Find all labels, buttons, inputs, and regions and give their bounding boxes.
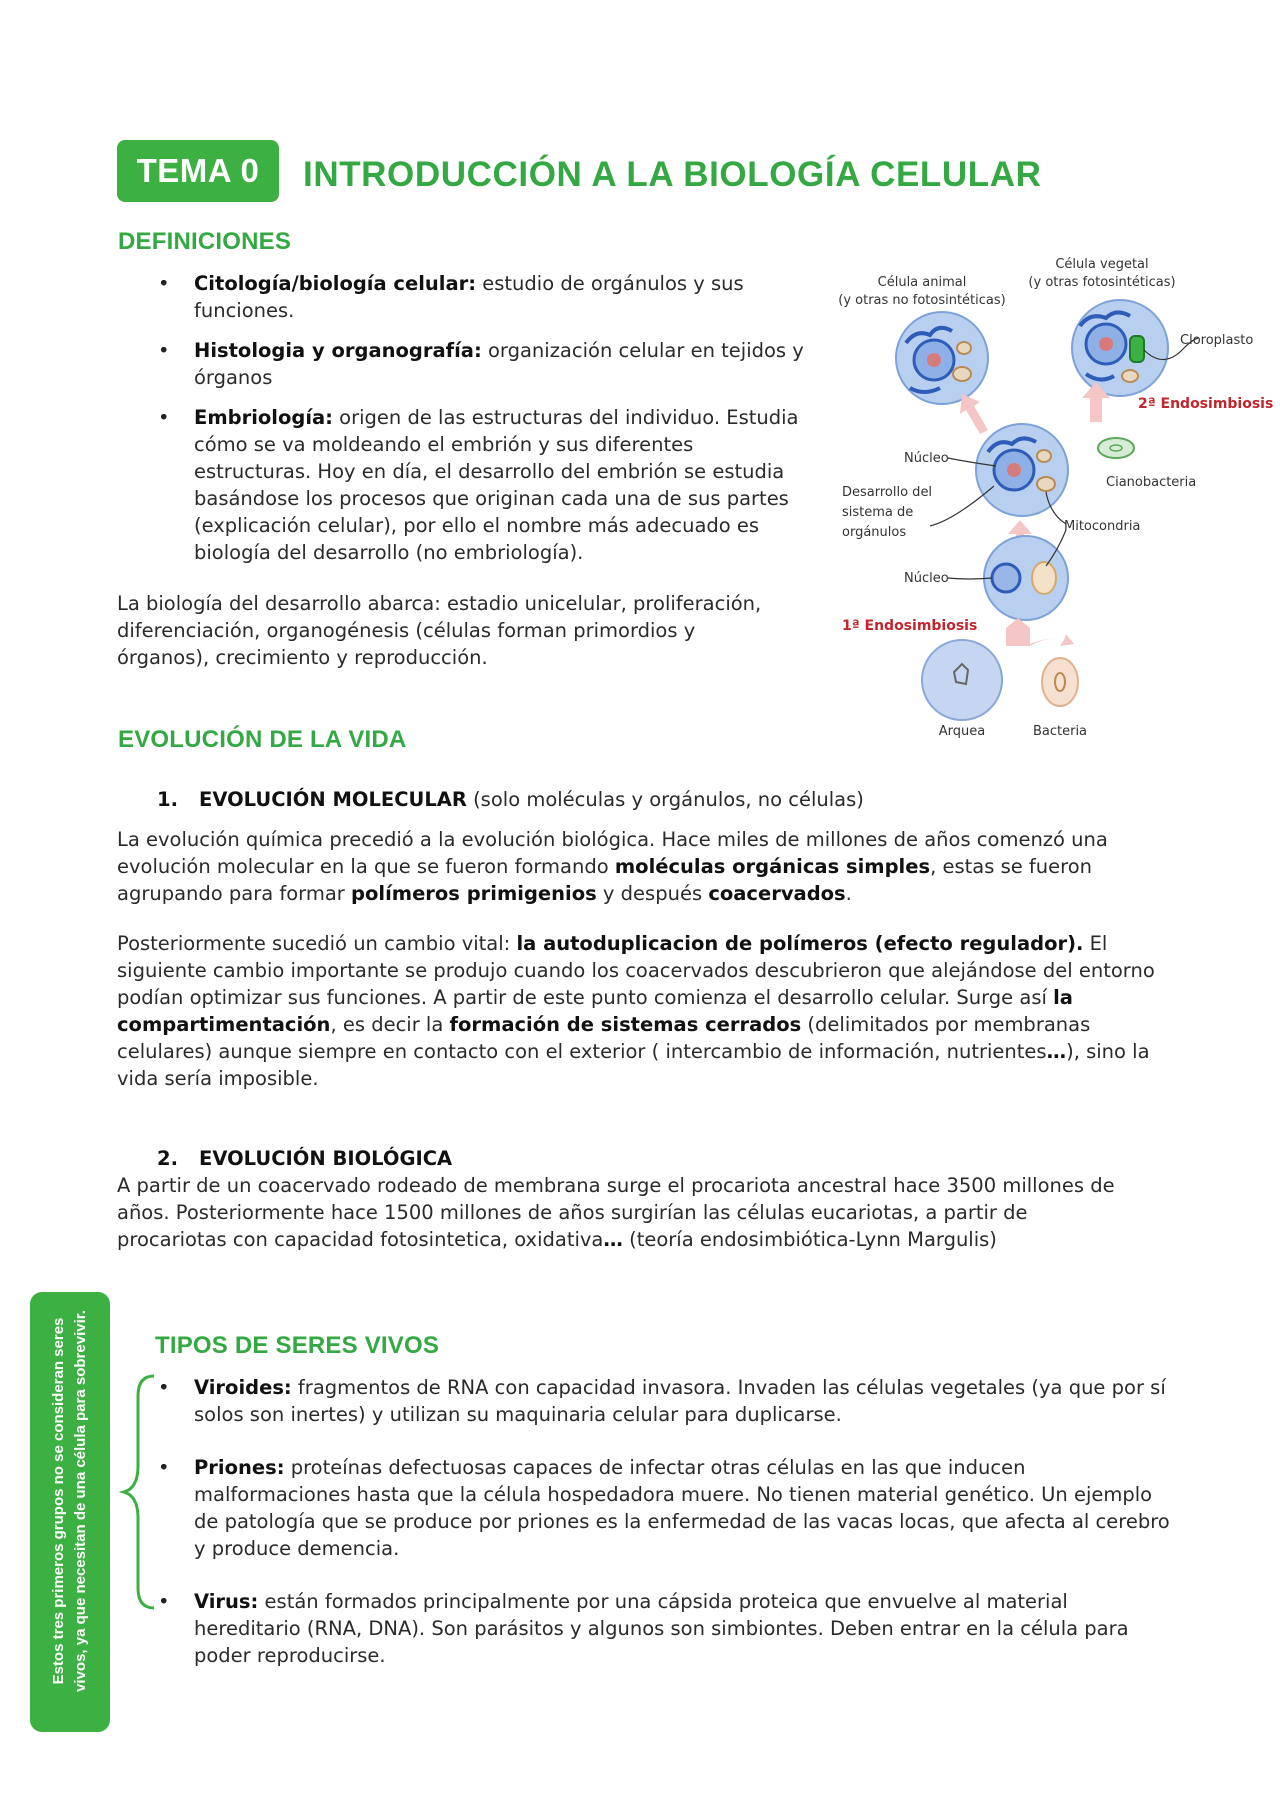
tipos-heading: TIPOS DE SERES VIVOS [155,1332,440,1359]
list-item: • Viroides: fragmentos de RNA con capacidad invasora. Invaden las células vegetales (ya que por sí solos son inertes) y utilizan su maquinaria celular para duplicarse. [152,1374,1172,1428]
label-nucleo-top: Núcleo [904,451,949,466]
list-item: • Priones: proteínas defectuosas capaces de infectar otras células en las que inducen malformaciones hasta que la célula hospedadora muere. No tienen material genético. Un ejemplo de patología que se produce por priones es la enfermedad de las vacas locas, que afecta al cerebro y produce demencia. [152,1454,1172,1562]
label-nucleo-bottom: Núcleo [904,571,949,586]
label-endosimbiosis-2: 2ª Endosimbiosis [1138,396,1274,412]
list-item: • Citología/biología celular: estudio de orgánulos y sus funciones. [152,270,812,324]
list-item: • Embriología: origen de las estructuras del individuo. Estudia cómo se va moldeando el embrión y sus diferentes estructuras. Hoy en día, el desarrollo del embrión se estudia basándose los procesos que originan cada una de sus partes (explicación celular), por ello el nombre más adecuado es biología del desarrollo (no embriología). [152,404,812,566]
list-item: • Virus: están formados principalmente por una cápsida proteica que envuelve al material hereditario (RNA, DNA). Son parásitos y algunos son simbiontes. Deben entrar en la célula para poder reproducirse. [152,1588,1172,1669]
label-cloroplasto: Cloroplasto [1180,333,1254,348]
evolucion-heading: EVOLUCIÓN DE LA VIDA [118,726,407,753]
definiciones-paragraph: La biología del desarrollo abarca: estadio unicelular, proliferación, diferenciación, organogénesis (células forman primordios y órganos), crecimiento y reproducción. [117,592,762,669]
animal-cell-icon [896,312,988,404]
archaea-icon [922,640,1002,720]
label-celula-animal-sub: (y otras no fotosintéticas) [838,293,1006,308]
tipos-list [152,1374,1172,1682]
label-celula-animal: Célula animal [877,275,967,290]
label-arquea: Arquea [938,724,986,739]
label-desarrollo-3: orgánulos [842,525,907,540]
label-mitocondria: Mitocondria [1064,519,1141,534]
side-note-text: Estos tres primeros grupos no se consideran seres vivos, ya que necesitan de una célula para sobrevivir. [50,1310,89,1692]
eukaryote-cell-icon [976,424,1068,516]
bacteria-icon [1042,658,1078,706]
section-1-heading: 1. EVOLUCIÓN MOLECULAR (solo moléculas y orgánulos, no células) [157,788,864,811]
endosymbiosis-diagram [830,248,1274,748]
page-title: INTRODUCCIÓN A LA BIOLOGÍA CELULAR [303,155,1042,194]
label-celula-vegetal-sub: (y otras fotosintéticas) [1028,275,1176,290]
host-cell-icon [984,536,1068,620]
paragraph-cambio-vital: Posteriormente sucedió un cambio vital: la autoduplicacion de polímeros (efecto regulador). El siguiente cambio importante se produjo cuando los coacervados descubrieron que alejándose del entorno podían optimizar sus funciones. A partir de este punto comienza el desarrollo celular. Surge así la compartimentación, es decir la formación de sistemas cerrados (delimitados por membranas celulares) aunque siempre en contacto con el exterior ( intercambio de información, nutrientes…), sino la vida sería imposible. [117,932,1155,1090]
paragraph-evolucion-molecular: La evolución química precedió a la evolución biológica. Hace miles de millones de años comenzó una evolución molecular en la que se fueron formando moléculas orgánicas simples, estas se fueron agrupando para formar polímeros primigenios y después coacervados. [117,828,1108,905]
section-2-heading: 2. EVOLUCIÓN BIOLÓGICA [157,1147,453,1170]
side-note-bar [30,1292,110,1732]
paragraph-evolucion-biologica: A partir de un coacervado rodeado de membrana surge el procariota ancestral hace 3500 millones de años. Posteriormente hace 1500 millones de años surgirían las células eucariotas, a partir de procariotas con capacidad fotosintetica, oxidativa… (teoría endosimbiótica-Lynn Margulis) [117,1174,1115,1251]
list-item: • Histologia y organografía: organización celular en tejidos y órganos [152,337,812,391]
definiciones-list [152,270,812,579]
label-desarrollo-2: sistema de [842,505,914,520]
definiciones-heading: DEFINICIONES [118,228,292,255]
label-celula-vegetal: Célula vegetal [1055,257,1149,272]
label-cianobacteria: Cianobacteria [1106,475,1197,490]
label-desarrollo-1: Desarrollo del [842,485,933,500]
label-endosimbiosis-1: 1ª Endosimbiosis [842,618,978,634]
label-bacteria: Bacteria [1032,724,1088,739]
plant-cell-icon [1072,300,1168,396]
topic-badge: TEMA 0 [117,140,279,202]
